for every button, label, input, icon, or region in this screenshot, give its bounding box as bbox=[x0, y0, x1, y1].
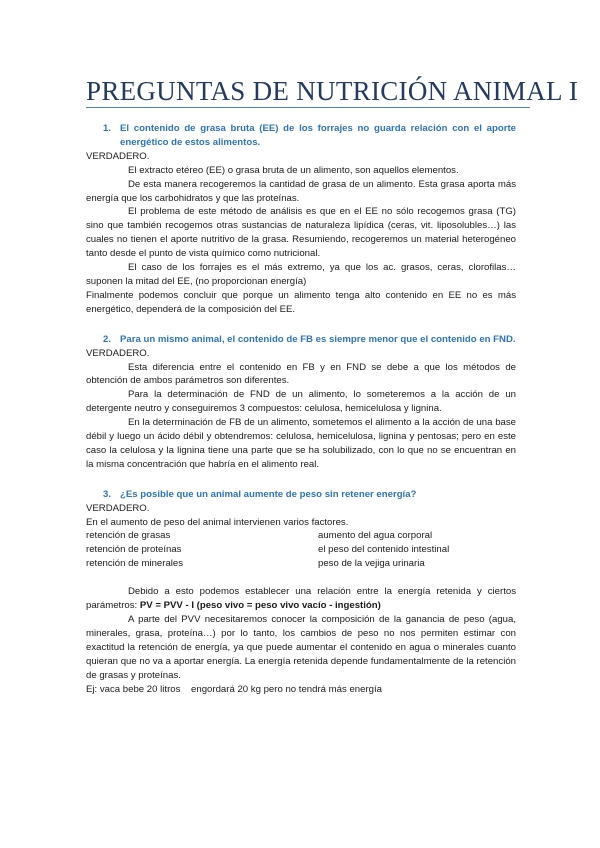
question-number: 2. bbox=[102, 333, 111, 345]
factors-list bbox=[86, 529, 516, 571]
question-number: 3. bbox=[102, 488, 111, 500]
factors-intro: En el aumento de peso del animal intervienen varios factores. bbox=[86, 516, 349, 528]
paragraph: El problema de este método de análisis es que en el EE no sólo recogemos grasa (TG) sino que también recogemos otras sustancias de naturaleza lipídica (ceras, vit. liposolubles…) las cuales no tienen el aporte nutritivo de la grasa. Resumiendo, recogeremos un material heterogéneo tanto desde el punto de vista químico como nutricional. bbox=[86, 206, 516, 260]
question-3 bbox=[86, 488, 516, 502]
factor-item: aumento del agua corporal bbox=[318, 530, 433, 542]
factor-item: retención de proteínas bbox=[86, 544, 182, 556]
factor-item: retención de grasas bbox=[86, 530, 171, 542]
question-text: El contenido de grasa bruta (EE) de los forrajes no guarda relación con el aporte energético de estos alimentos. bbox=[120, 123, 516, 148]
question-2 bbox=[86, 333, 516, 347]
conclusion-paragraph: Finalmente podemos concluir que porque un alimento tenga alto contenido en EE no es más energético, dependerá de la composición del EE. bbox=[86, 289, 516, 315]
title-underline bbox=[86, 107, 530, 108]
paragraph bbox=[86, 585, 516, 613]
factor-item: el peso del contenido intestinal bbox=[318, 544, 450, 556]
paragraph: Para la determinación de FND de un alimento, lo someteremos a la acción de un detergente neutro y conseguiremos 3 compuestos: celulosa, hemicelulosa y lignina. bbox=[86, 389, 516, 415]
question-text: ¿Es posible que un animal aumente de peso sin retener energía? bbox=[120, 488, 417, 500]
relation-text: Debido a esto podemos establecer una relación entre la energía retenida y ciertos parámetros: bbox=[86, 586, 516, 612]
question-1 bbox=[86, 122, 516, 150]
paragraph: Esta diferencia entre el contenido en FB y en FND se debe a que los métodos de obtención de ambos parámetros son diferentes. bbox=[86, 361, 516, 387]
answer-label: VERDADERO. bbox=[86, 502, 150, 514]
formula: PV = PVV - I (peso vivo = peso vivo vacío - ingestión) bbox=[139, 600, 381, 612]
example-line: Ej: vaca bebe 20 litros engordará 20 kg pero no tendrá más energía bbox=[86, 683, 382, 695]
factor-item: peso de la vejiga urinaria bbox=[318, 558, 425, 570]
question-text: Para un mismo animal, el contenido de FB es siempre menor que el contenido en FND. bbox=[120, 333, 516, 345]
answer-label: VERDADERO. bbox=[86, 347, 150, 359]
paragraph: A parte del PVV necesitaremos conocer la composición de la ganancia de peso (agua, minerales, grasa, proteína…) por lo tanto, los cambios de peso no nos permiten estimar con exactitud la retención de energía, ya que puede aumentar el contenido en agua o minerales cuanto quieran que no va a aportar energía. La energía retenida depende fundamentalmente de la retención de grasas y proteínas. bbox=[86, 614, 516, 681]
question-number: 1. bbox=[102, 123, 111, 134]
answer-label: VERDADERO. bbox=[86, 150, 150, 162]
document-body bbox=[86, 122, 516, 696]
paragraph: En la determinación de FB de un alimento, sometemos el alimento a la acción de una base débil y luego un ácido débil y obtendremos: celulosa, hemicelulosa, lignina y pentosas; pero en este caso la celulosa y la lignina tiene una parte que se ha solubilizado, con lo que no se encuentran en la misma concentración que habría en el alimento real. bbox=[86, 417, 516, 470]
paragraph: El extracto etéreo (EE) o grasa bruta de un alimento, son aquellos elementos. bbox=[128, 164, 459, 176]
page-title: PREGUNTAS DE NUTRICIÓN ANIMAL I bbox=[86, 76, 579, 106]
paragraph: El caso de los forrajes es el más extremo, ya que los ac. grasos, ceras, clorofilas… suponen la mitad del EE, (no proporcionan energía) bbox=[86, 262, 516, 287]
paragraph: De esta manera recogeremos la cantidad de grasa de un alimento. Esta grasa aporta más energía que los carbohidratos y que las proteínas. bbox=[86, 178, 516, 204]
factor-item: retención de minerales bbox=[86, 558, 184, 570]
